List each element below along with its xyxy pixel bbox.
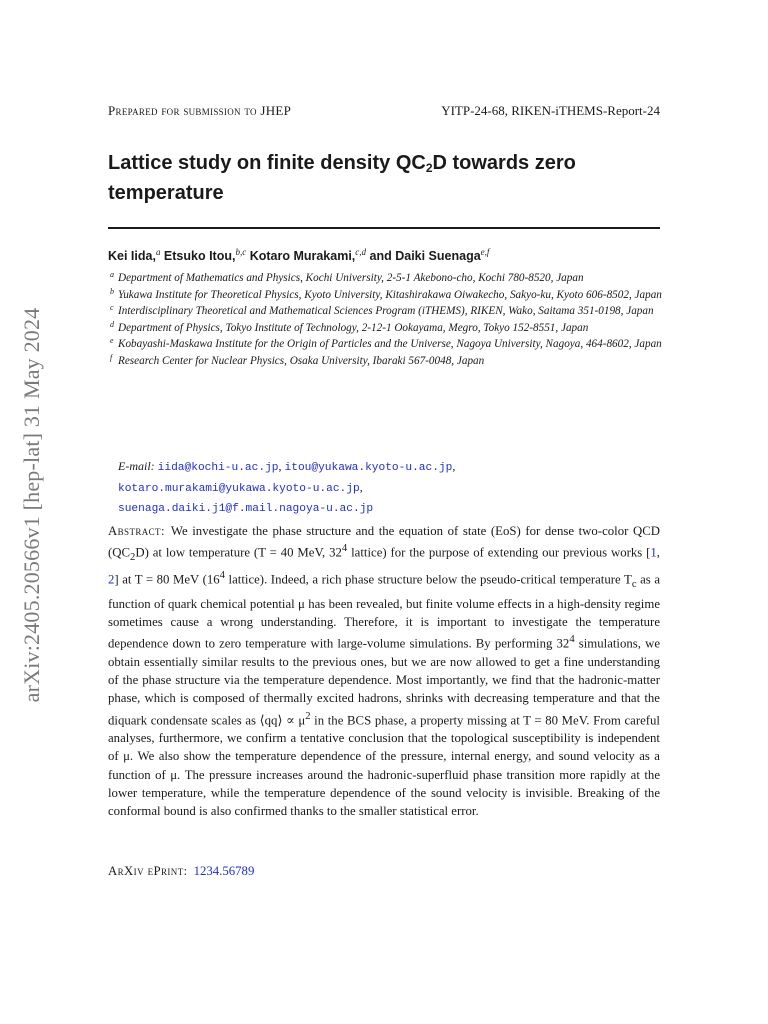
affiliation-list bbox=[108, 270, 664, 369]
citation-separator: , bbox=[656, 545, 660, 560]
affiliation-item bbox=[108, 303, 664, 320]
title-part-1: Lattice study on finite density QC bbox=[108, 152, 426, 174]
email-link[interactable]: iida@kochi-u.ac.jp bbox=[157, 462, 279, 474]
affiliation-mark: f bbox=[110, 352, 113, 362]
abstract-superscript: 4 bbox=[569, 634, 575, 646]
submission-note: Prepared for submission to JHEP bbox=[108, 103, 292, 118]
affiliation-mark: d bbox=[110, 319, 114, 329]
abstract-subscript: 2 bbox=[130, 552, 136, 564]
arxiv-id: arXiv:2405.20566v1 [hep-lat] 31 May 2024 bbox=[19, 307, 44, 703]
abstract-text: in the BCS phase, a property missing at T = 80 MeV. From careful analyses, furthermore, we confirm a tentative conclusion that the topological susceptibility is independent of μ. We also show the temperature dependence of the pressure, internal energy, and sound velocity as a function of μ. The pressure increases around the hadronic-superfluid phase transition more rapidly at the lower temperature, while the temperature dependence of the sound velocity is invisible. Breaking of the conformal bound is also confirmed thanks to the smaller statistical error. bbox=[108, 712, 660, 819]
author-name: Kei Iida, bbox=[108, 249, 156, 264]
author-name: Etsuko Itou, bbox=[163, 249, 236, 264]
arxiv-sidebar-stamp bbox=[14, 307, 50, 703]
report-number: YITP-24-68, RIKEN-iTHEMS-Report-24 bbox=[441, 103, 660, 118]
email-link[interactable]: itou@yukawa.kyoto-u.ac.jp bbox=[284, 462, 453, 474]
abstract-superscript: 4 bbox=[341, 543, 348, 555]
affiliation-mark: e bbox=[110, 336, 114, 345]
abstract bbox=[108, 522, 660, 821]
affiliation-item bbox=[108, 353, 664, 370]
affiliation-text: Department of Physics, Tokyo Institute of Technology, 2-12-1 Ookayama, Megro, Tokyo 152-8551, Japan bbox=[118, 321, 589, 334]
paper-title bbox=[108, 148, 668, 208]
eprint-line bbox=[108, 864, 254, 879]
affiliation-text: Department of Mathematics and Physics, Kochi University, 2-5-1 Akebono-cho, Kochi 780-8520, Japan bbox=[118, 272, 584, 284]
affiliation-mark: b bbox=[110, 286, 114, 296]
email-link[interactable]: suenaga.daiki.j1@f.mail.nagoya-u.ac.jp bbox=[118, 503, 374, 515]
affiliation-item bbox=[108, 336, 664, 353]
abstract-text: simulations, we obtain essentially similar results to the previous ones, but we are now allowed to get a fine understanding of the phase structure via the temperature dependence. Most importantly, we find that the hadronic-matter phase, which is composed of thermally excited hadrons, shrinks with decreasing temperature and that the diquark condensate scales as ⟨qq⟩ ∝ μ bbox=[108, 636, 661, 727]
abstract-label: Abstract: bbox=[108, 524, 165, 538]
email-link[interactable]: kotaro.murakami@yukawa.kyoto-u.ac.jp bbox=[118, 482, 360, 495]
abstract-superscript: 4 bbox=[219, 570, 225, 582]
citation-link[interactable]: 1 bbox=[650, 545, 657, 560]
abstract-superscript: 2 bbox=[305, 710, 311, 722]
email-block: E-mail: iida@kochi-u.ac.jp, itou@yukawa.kyoto-u.ac.jp, kotaro.murakami@yukawa.kyoto-u.ac.jp, suenaga.daiki.j1@f.mail.nagoya-u.ac.jp bbox=[118, 459, 456, 515]
abstract-text: as a function of quark chemical potential μ has been revealed, but finite volume effects in a high-density regime sometimes cause a wrong understanding. Therefore, it is important to investigate the temperature dependence down to zero temperature with large-volume simulations. By performing 32 bbox=[108, 572, 661, 651]
email-label: E-mail: bbox=[118, 459, 155, 473]
eprint-label: ArXiv ePrint: bbox=[108, 864, 188, 878]
affiliation-text: Interdisciplinary Theoretical and Mathematical Sciences Program (iTHEMS), RIKEN, Wako, Saitama 351-0198, Japan bbox=[118, 305, 654, 317]
affiliation-item bbox=[108, 287, 664, 304]
page-header bbox=[108, 103, 660, 119]
eprint-link[interactable]: 1234.56789 bbox=[193, 864, 255, 878]
affiliation-item bbox=[108, 320, 664, 337]
affiliation-text: Kobayashi-Maskawa Institute for the Origin of Particles and the Universe, Nagoya University, Nagoya, 464-8602, Japan bbox=[118, 338, 662, 350]
title-rule bbox=[108, 227, 660, 229]
author-affiliation-mark: e,f bbox=[480, 247, 490, 257]
abstract-text: We investigate the phase structure and the equation of state (EoS) for dense two-color QCD (QC bbox=[108, 524, 660, 560]
author-name: Kotaro Murakami, bbox=[249, 249, 356, 264]
author-affiliation-mark: a bbox=[155, 247, 161, 257]
affiliation-text: Yukawa Institute for Theoretical Physics, Kyoto University, Kitashirakawa Oiwakecho, Sakyo-ku, Kyoto 606-8502, Japan bbox=[118, 288, 662, 301]
author-affiliation-mark: c,d bbox=[355, 247, 367, 257]
affiliation-mark: c bbox=[110, 303, 114, 312]
title-part-2: D towards zero temperature bbox=[108, 152, 576, 204]
affiliation-item bbox=[108, 270, 664, 287]
author-affiliation-mark: b,c bbox=[235, 247, 247, 257]
abstract-text: lattice). Indeed, a rich phase structure below the pseudo-critical temperature T bbox=[225, 572, 632, 587]
title-subscript: 2 bbox=[425, 161, 433, 175]
affiliation-mark: a bbox=[110, 270, 114, 279]
abstract-text: ] at T = 80 MeV (16 bbox=[114, 572, 220, 587]
abstract-subscript: c bbox=[631, 579, 637, 591]
author-list bbox=[108, 247, 668, 263]
citation-link[interactable]: 2 bbox=[108, 572, 115, 587]
author-name: and Daiki Suenaga bbox=[369, 249, 481, 264]
affiliation-text: Research Center for Nuclear Physics, Osaka University, Ibaraki 567-0048, Japan bbox=[118, 354, 485, 367]
abstract-text: D) at low temperature (T = 40 MeV, 32 bbox=[135, 545, 342, 560]
abstract-text: lattice) for the purpose of extending our previous works [ bbox=[347, 545, 651, 560]
